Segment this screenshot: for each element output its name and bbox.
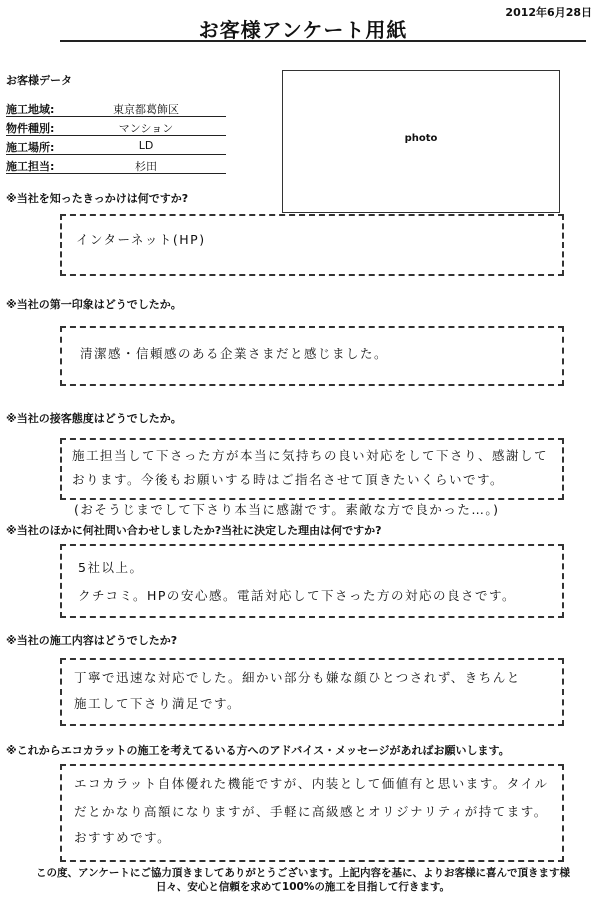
info-row-property-type: [6, 119, 226, 136]
page-title: お客様アンケート用紙: [198, 18, 408, 42]
info-value: 杉田: [135, 160, 157, 173]
answer-box-5: [60, 658, 564, 726]
answer-box-2: [60, 326, 564, 386]
photo-label: photo: [404, 133, 438, 144]
answer-note: (おそうじまでして下さり本当に感謝です。素敵な方で良かった…。): [74, 502, 500, 517]
answer-line: 施工担当して下さった方が本当に気持ちの良い対応をして下さり、感謝して: [72, 448, 549, 463]
info-row-location: [6, 138, 226, 155]
question-5: ※当社の施工内容はどうでしたか?: [6, 634, 178, 647]
info-value: マンション: [118, 122, 174, 135]
info-label: 物件種別:: [6, 122, 55, 135]
question-6: ※これからエコカラットの施工を考えてるいる方へのアドバイス・メッセージがあればお願いします。: [6, 744, 510, 757]
title-divider: [60, 40, 586, 42]
answer-line: 丁寧で迅速な対応でした。細かい部分も嫌な顔ひとつされず、きちんと: [74, 670, 521, 685]
answer-line: おすすめです。: [74, 830, 172, 845]
survey-date: 2012年6月28日: [505, 6, 592, 19]
answer-line: 5社以上。: [78, 560, 144, 575]
footer-message: [0, 866, 606, 894]
info-row-area: [6, 100, 226, 117]
info-value: 東京都葛飾区: [113, 103, 179, 116]
answer-box-1: [60, 214, 564, 276]
answer-line: 施工して下さり満足です。: [74, 696, 242, 711]
answer-line: クチコミ。HPの安心感。電話対応して下さった方の対応の良さです。: [78, 588, 516, 603]
answer-line: 清潔感・信頼感のある企業さまだと感じました。: [80, 346, 389, 361]
question-1: ※当社を知ったきっかけは何ですか?: [6, 192, 189, 205]
info-row-staff: [6, 157, 226, 174]
answer-box-6: [60, 764, 564, 862]
answer-box-3: [60, 438, 564, 500]
info-label: 施工担当:: [6, 160, 55, 173]
customer-data-heading: お客様データ: [6, 74, 72, 87]
answer-line: インターネット(HP): [76, 232, 206, 247]
question-4: ※当社のほかに何社問い合わせしましたか?当社に決定した理由は何ですか?: [6, 524, 382, 537]
footer-line: 日々、安心と信頼を求めて100%の施工を目指して行きます。: [155, 881, 451, 893]
info-label: 施工地域:: [6, 103, 55, 116]
answer-line: おります。今後もお願いする時はご指名させて頂きたいくらいです。: [72, 472, 505, 487]
answer-line: だとかなり高額になりますが、手軽に高級感とオリジナリティが持てます。: [74, 804, 548, 819]
photo-placeholder: [282, 70, 560, 213]
answer-box-4: [60, 544, 564, 618]
answer-line: エコカラット自体優れた機能ですが、内装として価値有と思います。タイル: [74, 776, 549, 791]
question-2: ※当社の第一印象はどうでしたか。: [6, 298, 182, 311]
footer-line: この度、アンケートにご協力頂きましてありがとうございます。上記内容を基に、よりお客様に喜んで頂きます様: [35, 867, 571, 879]
info-value: LD: [138, 139, 154, 152]
question-3: ※当社の接客態度はどうでしたか。: [6, 412, 182, 425]
info-label: 施工場所:: [6, 141, 55, 154]
